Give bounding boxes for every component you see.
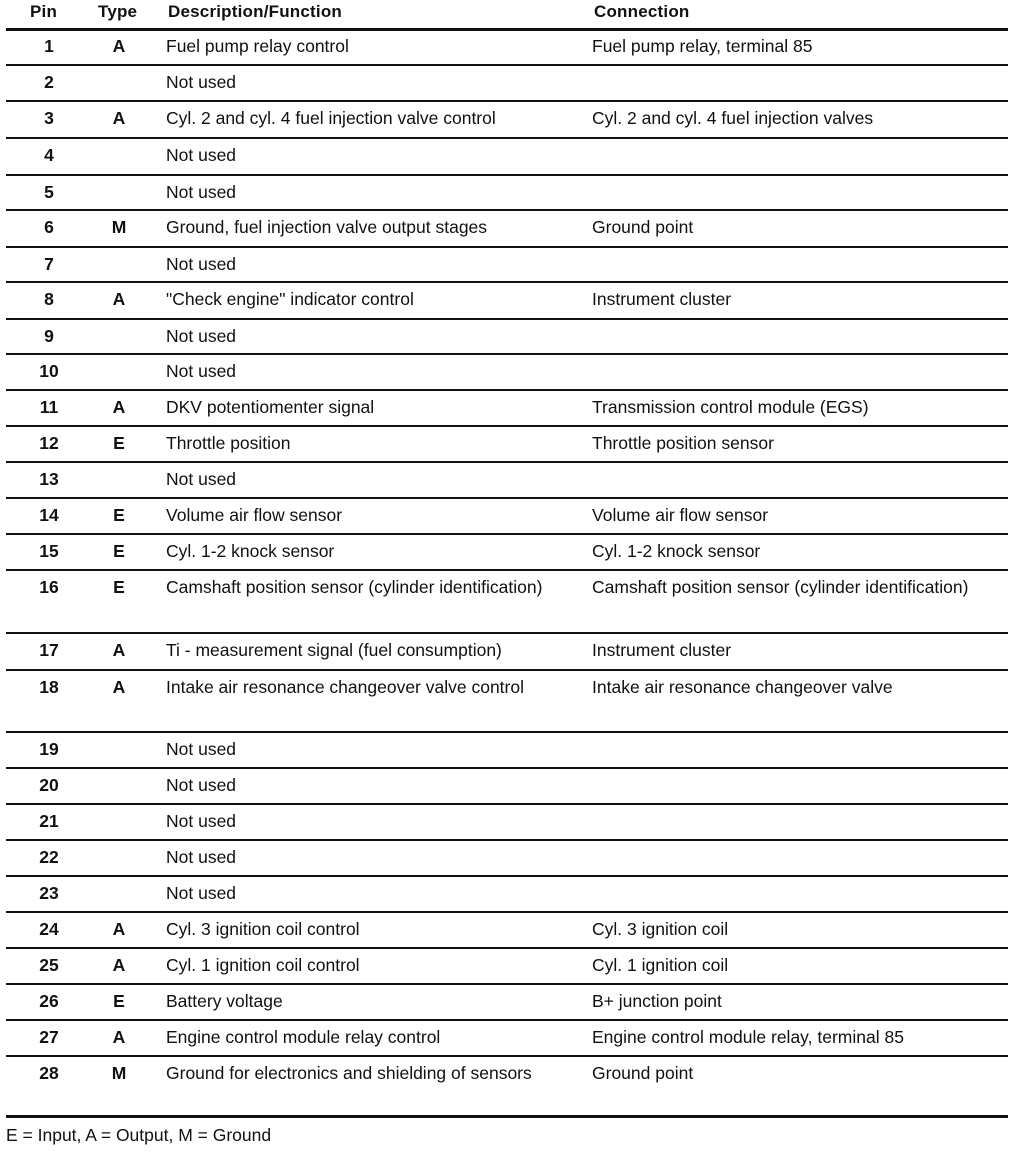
pin-cell: 20 (39, 775, 59, 795)
pin-cell: 26 (39, 991, 59, 1011)
description-cell: Volume air flow sensor (166, 505, 343, 525)
pin-cell: 24 (39, 919, 59, 939)
row-divider (6, 281, 1008, 283)
row-divider (6, 1019, 1008, 1021)
description-cell: Not used (166, 847, 237, 867)
pin-cell: 10 (39, 361, 59, 381)
header-pin: Pin (30, 2, 58, 21)
type-cell: E (113, 991, 125, 1011)
pin-cell: 13 (39, 469, 59, 489)
pin-cell: 28 (39, 1063, 59, 1083)
pin-cell: 23 (39, 883, 59, 903)
row-divider (6, 533, 1008, 535)
description-cell: Ground for electronics and shielding of sensors (166, 1063, 532, 1083)
description-cell: Cyl. 2 and cyl. 4 fuel injection valve control (166, 108, 496, 128)
pin-cell: 11 (39, 397, 59, 417)
row-divider (6, 461, 1008, 463)
pin-cell: 22 (39, 847, 59, 867)
connection-cell: Cyl. 1 ignition coil (592, 955, 729, 975)
row-divider (6, 839, 1008, 841)
pin-cell: 9 (44, 326, 54, 346)
type-cell: A (112, 289, 126, 309)
type-cell: A (112, 1027, 126, 1047)
pin-cell: 1 (44, 36, 54, 56)
row-divider (6, 209, 1008, 211)
description-cell: Cyl. 3 ignition coil control (166, 919, 360, 939)
connection-cell: Engine control module relay, terminal 85 (592, 1027, 904, 1047)
pin-cell: 5 (44, 182, 54, 202)
description-cell: Not used (166, 254, 237, 274)
type-cell: A (112, 108, 126, 128)
pin-cell: 12 (39, 433, 59, 453)
description-cell: Not used (166, 811, 237, 831)
pin-cell: 27 (39, 1027, 59, 1047)
description-cell: Throttle position (166, 433, 291, 453)
description-cell: Not used (166, 72, 237, 92)
row-divider (6, 28, 1008, 31)
type-cell: A (112, 640, 126, 660)
type-cell: A (112, 397, 126, 417)
row-divider (6, 875, 1008, 877)
pin-cell: 17 (39, 640, 59, 660)
pin-cell: 15 (39, 541, 59, 561)
description-cell: Not used (166, 145, 237, 165)
description-cell: Not used (166, 739, 237, 759)
description-cell: Not used (166, 182, 237, 202)
row-divider (6, 425, 1008, 427)
type-cell: M (111, 217, 127, 237)
connection-cell: Throttle position sensor (592, 433, 774, 453)
row-divider (6, 246, 1008, 248)
connection-cell: Intake air resonance changeover valve (592, 677, 893, 697)
row-divider (6, 100, 1008, 102)
connection-cell: Ground point (592, 217, 694, 237)
pin-cell: 7 (44, 254, 54, 274)
header-description: Description/Function (168, 2, 342, 21)
connection-cell: Camshaft position sensor (cylinder identification) (592, 577, 969, 597)
row-divider (6, 983, 1008, 985)
pin-cell: 18 (39, 677, 59, 697)
row-divider (6, 318, 1008, 320)
type-cell: A (112, 955, 126, 975)
row-divider (6, 767, 1008, 769)
connection-cell: Cyl. 1-2 knock sensor (592, 541, 761, 561)
connection-cell: Instrument cluster (592, 640, 732, 660)
type-cell: A (112, 919, 126, 939)
row-divider (6, 731, 1008, 733)
row-divider (6, 1115, 1008, 1118)
legend: E = Input, A = Output, M = Ground (6, 1125, 272, 1145)
type-cell: A (112, 677, 126, 697)
description-cell: DKV potentiomenter signal (166, 397, 375, 417)
row-divider (6, 1055, 1008, 1057)
connection-cell: Volume air flow sensor (592, 505, 769, 525)
description-cell: Not used (166, 883, 237, 903)
description-cell: Ground, fuel injection valve output stages (166, 217, 488, 237)
pin-cell: 4 (44, 145, 54, 165)
description-cell: Cyl. 1-2 knock sensor (166, 541, 335, 561)
description-cell: Not used (166, 775, 237, 795)
pin-cell: 14 (39, 505, 59, 525)
type-cell: E (113, 433, 125, 453)
row-divider (6, 497, 1008, 499)
description-cell: Battery voltage (166, 991, 283, 1011)
header-connection: Connection (594, 2, 690, 21)
row-divider (6, 569, 1008, 571)
connection-cell: Cyl. 2 and cyl. 4 fuel injection valves (592, 108, 874, 128)
row-divider (6, 137, 1008, 139)
description-cell: Not used (166, 469, 237, 489)
type-cell: M (111, 1063, 127, 1083)
row-divider (6, 947, 1008, 949)
row-divider (6, 632, 1008, 634)
row-divider (6, 803, 1008, 805)
type-cell: E (113, 577, 125, 597)
pin-cell: 21 (39, 811, 59, 831)
description-cell: Camshaft position sensor (cylinder identification) (166, 577, 543, 597)
type-cell: A (112, 36, 126, 56)
pin-cell: 3 (44, 108, 54, 128)
pin-cell: 6 (44, 217, 54, 237)
pin-cell: 25 (39, 955, 59, 975)
pin-cell: 2 (44, 72, 54, 92)
row-divider (6, 353, 1008, 355)
connection-cell: B+ junction point (592, 991, 722, 1011)
description-cell: Fuel pump relay control (166, 36, 349, 56)
pin-cell: 19 (39, 739, 59, 759)
description-cell: Not used (166, 326, 237, 346)
row-divider (6, 389, 1008, 391)
description-cell: Cyl. 1 ignition coil control (166, 955, 360, 975)
connection-cell: Ground point (592, 1063, 694, 1083)
row-divider (6, 64, 1008, 66)
description-cell: Not used (166, 361, 237, 381)
description-cell: Engine control module relay control (166, 1027, 441, 1047)
type-cell: E (113, 505, 125, 525)
description-cell: Intake air resonance changeover valve control (166, 677, 524, 697)
connection-cell: Fuel pump relay, terminal 85 (592, 36, 813, 56)
row-divider (6, 669, 1008, 671)
description-cell: "Check engine" indicator control (166, 289, 414, 309)
pin-cell: 16 (39, 577, 59, 597)
connection-cell: Transmission control module (EGS) (592, 397, 869, 417)
connection-cell: Instrument cluster (592, 289, 732, 309)
row-divider (6, 174, 1008, 176)
row-divider (6, 911, 1008, 913)
pin-cell: 8 (44, 289, 54, 309)
description-cell: Ti - measurement signal (fuel consumption) (166, 640, 502, 660)
connection-cell: Cyl. 3 ignition coil (592, 919, 729, 939)
type-cell: E (113, 541, 125, 561)
header-type: Type (98, 2, 138, 21)
